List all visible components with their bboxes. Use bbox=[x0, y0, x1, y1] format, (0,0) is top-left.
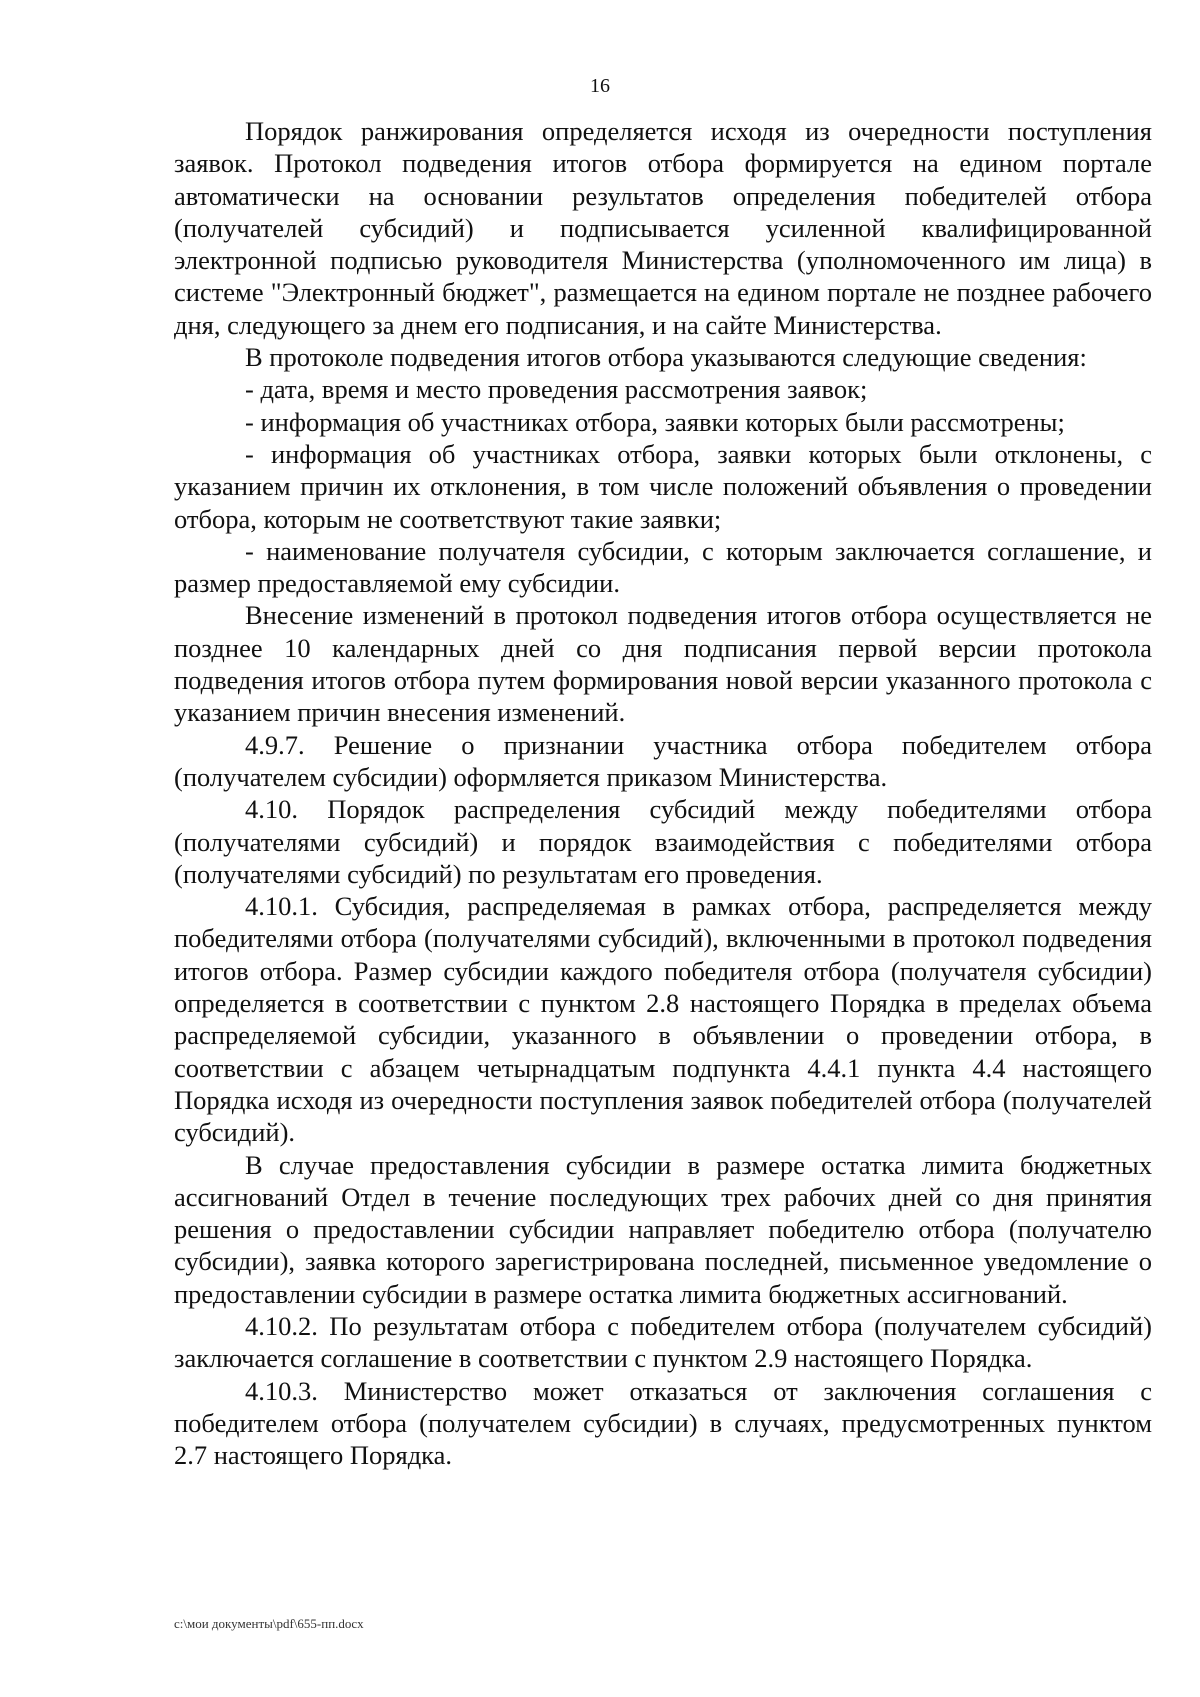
paragraph-4-9-7: 4.9.7. Решение о признании участника отбора победителем отбора (получателем субсидии) оформляется приказом Министерства. bbox=[174, 729, 1152, 792]
list-item-date-time-place: - дата, время и место проведения рассмотрения заявок; bbox=[245, 374, 868, 405]
paragraph-ranking-order: Порядок ранжирования определяется исходя из очередности поступления заявок. Протокол подведения итогов отбора формируется на едином портале автоматически на основании результатов определения победителей отбора (получателей субсидий) и подписывается усиленной квалифицированной электронной подписью руководителя Министерства (уполномоченного им лица) в системе "Электронный бюджет", размещается на едином портале не позднее рабочего дня, следующего за днем его подписания, и на сайте Министерства. bbox=[174, 116, 1152, 340]
list-item-considered-applications: - информация об участниках отбора, заявки которых были рассмотрены; bbox=[245, 406, 1065, 437]
document-body bbox=[174, 115, 1152, 1471]
paragraph-protocol-changes: Внесение изменений в протокол подведения итогов отбора осуществляется не позднее 10 календарных дней со дня подписания первой версии протокола подведения итогов отбора путем формирования новой версии указанного протокола с указанием причин внесения изменений. bbox=[174, 600, 1152, 728]
paragraph-protocol-info-intro: В протоколе подведения итогов отбора указываются следующие сведения: bbox=[245, 342, 1087, 373]
page-number: 16 bbox=[590, 75, 610, 97]
paragraph-4-10: 4.10. Порядок распределения субсидий между победителями отбора (получателями субсидий) и порядок взаимодействия с победителями отбора (получателями субсидий) по результатам его проведения. bbox=[174, 794, 1152, 889]
paragraph-remaining-limit: В случае предоставления субсидии в размере остатка лимита бюджетных ассигнований Отдел в течение последующих трех рабочих дней со дня принятия решения о предоставлении субсидии направляет победителю отбора (получателю субсидии), заявка которого зарегистрирована последней, письменное уведомление о предоставлении субсидии в размере остатка лимита бюджетных ассигнований. bbox=[174, 1149, 1152, 1309]
paragraph-4-10-1: 4.10.1. Субсидия, распределяемая в рамках отбора, распределяется между победителями отбора (получателями субсидий), включенными в протокол подведения итогов отбора. Размер субсидии каждого победителя отбора (получателя субсидии) определяется в соответствии с пунктом 2.8 настоящего Порядка в пределах объема распределяемой субсидии, указанного в объявлении о проведении отбора, в соответствии с абзацем четырнадцатым подпункта 4.4.1 пункта 4.4 настоящего Порядка исходя из очередности поступления заявок победителей отбора (получателей субсидий). bbox=[174, 891, 1152, 1148]
list-item-recipient-name: - наименование получателя субсидии, с которым заключается соглашение, и размер предоставляемой ему субсидии. bbox=[174, 535, 1152, 599]
paragraph-4-10-2: 4.10.2. По результатам отбора с победителем отбора (получателем субсидий) заключается соглашение в соответствии с пунктом 2.9 настоящего Порядка. bbox=[174, 1310, 1152, 1374]
footer-file-path: c:\мои документы\pdf\655-пп.docx bbox=[174, 1616, 364, 1631]
list-item-rejected-applications: - информация об участниках отбора, заявки которых были отклонены, с указанием причин их отклонения, в том числе положений объявления о проведении отбора, которым не соответствуют такие заявки; bbox=[174, 438, 1152, 534]
paragraph-4-10-3: 4.10.3. Министерство может отказаться от заключения соглашения с победителем отбора (получателем субсидии) в случаях, предусмотренных пунктом 2.7 настоящего Порядка. bbox=[174, 1375, 1152, 1471]
